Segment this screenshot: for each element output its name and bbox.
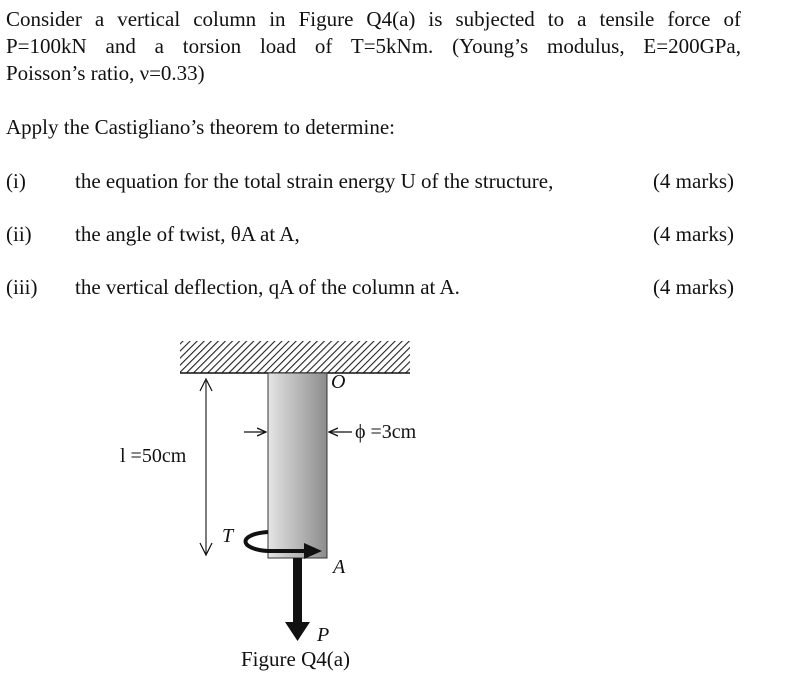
figure-caption: Figure Q4(a) bbox=[241, 647, 351, 671]
fixed-support bbox=[180, 341, 410, 373]
label-diameter: ϕ =3cm bbox=[355, 421, 417, 443]
item-text: the equation for the total strain energy U of the structure, bbox=[75, 169, 554, 193]
item-number: (i) bbox=[6, 169, 26, 193]
item-text: the angle of twist, θA at A, bbox=[75, 222, 300, 246]
label-o: O bbox=[331, 371, 346, 393]
item-marks: (4 marks) bbox=[652, 169, 734, 193]
column bbox=[268, 373, 327, 558]
label-a: A bbox=[333, 556, 346, 578]
label-t: T bbox=[222, 525, 234, 547]
item-text: the vertical deflection, qA of the column at A. bbox=[75, 275, 460, 299]
label-length: l =50cm bbox=[120, 445, 187, 467]
item-marks: (4 marks) bbox=[652, 275, 734, 299]
load-arrow-p bbox=[285, 558, 310, 641]
statement-line-3: Poisson’s ratio, ν=0.33) bbox=[6, 61, 205, 85]
length-dimension bbox=[200, 379, 212, 555]
item-number: (iii) bbox=[6, 275, 38, 299]
statement-line-1: Consider a vertical column in Figure Q4(a) is subjected to a tensile force of bbox=[6, 7, 741, 31]
label-p: P bbox=[317, 624, 330, 646]
instruction: Apply the Castigliano’s theorem to determine: bbox=[6, 115, 396, 139]
item-marks: (4 marks) bbox=[652, 222, 734, 246]
item-number: (ii) bbox=[6, 222, 32, 246]
statement-line-2: P=100kN and a torsion load of T=5kNm. (Young’s modulus, E=200GPa, bbox=[6, 34, 741, 58]
